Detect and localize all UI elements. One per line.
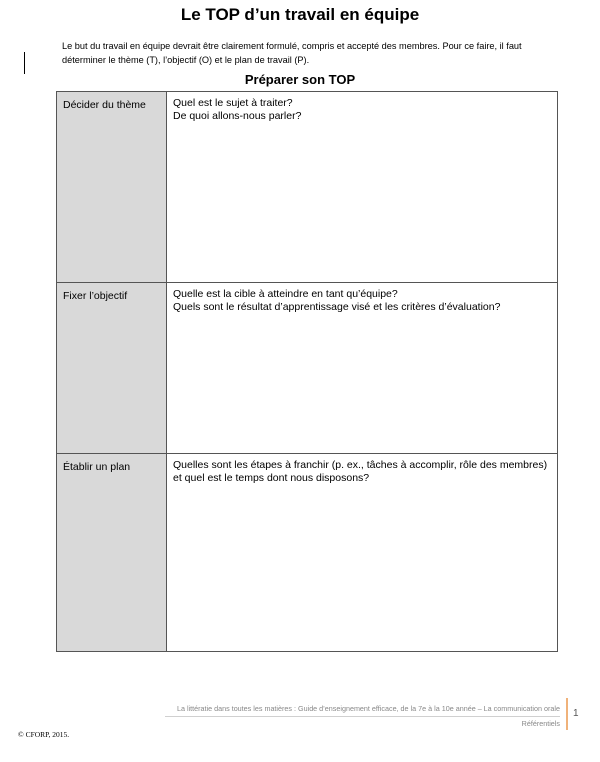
row-answer-cell-theme[interactable]: [167, 92, 557, 282]
question-text: De quoi allons-nous parler?: [173, 110, 302, 122]
footer-guide-title: La littératie dans toutes les matières : Guide d’enseignement efficace, de la 7e à la 10e année – La communication orale: [176, 704, 560, 713]
row-answer-cell-plan[interactable]: [167, 454, 557, 651]
row-answer-cell-objective[interactable]: [167, 283, 557, 453]
question-text: Quel est le sujet à traiter?: [173, 97, 293, 109]
question-text: Quelle est la cible à atteindre en tant qu’équipe?: [173, 288, 398, 300]
row-label-objective: Fixer l’objectif: [57, 283, 167, 453]
footer-accent-bar: [566, 698, 568, 730]
table-row-objective: [57, 282, 557, 453]
section-subtitle: Préparer son TOP: [244, 72, 356, 87]
row-label-plan: Établir un plan: [57, 454, 167, 651]
document-title: Le TOP d’un travail en équipe: [180, 5, 420, 24]
page-number: 1: [573, 708, 579, 719]
footer-divider: [165, 716, 560, 717]
intro-paragraph: Le but du travail en équipe devrait être clairement formulé, compris et accepté des membres. Pour ce faire, il faut déterminer le thème (T), l’objectif (O) et le plan de travail (P).: [62, 41, 522, 65]
row-label-theme: Décider du thème: [57, 92, 167, 282]
text-cursor: [24, 52, 25, 74]
table-row-theme: [57, 92, 557, 282]
copyright-notice: © CFORP, 2015.: [18, 730, 70, 739]
question-text: Quelles sont les étapes à franchir (p. ex., tâches à accomplir, rôle des membres) et quel est le temps dont nous disposons?: [173, 459, 548, 484]
question-text: Quels sont le résultat d’apprentissage visé et les critères d’évaluation?: [173, 301, 501, 313]
top-planning-table: [56, 91, 558, 652]
table-row-plan: [57, 453, 557, 651]
footer-section: Référentiels: [521, 719, 560, 728]
